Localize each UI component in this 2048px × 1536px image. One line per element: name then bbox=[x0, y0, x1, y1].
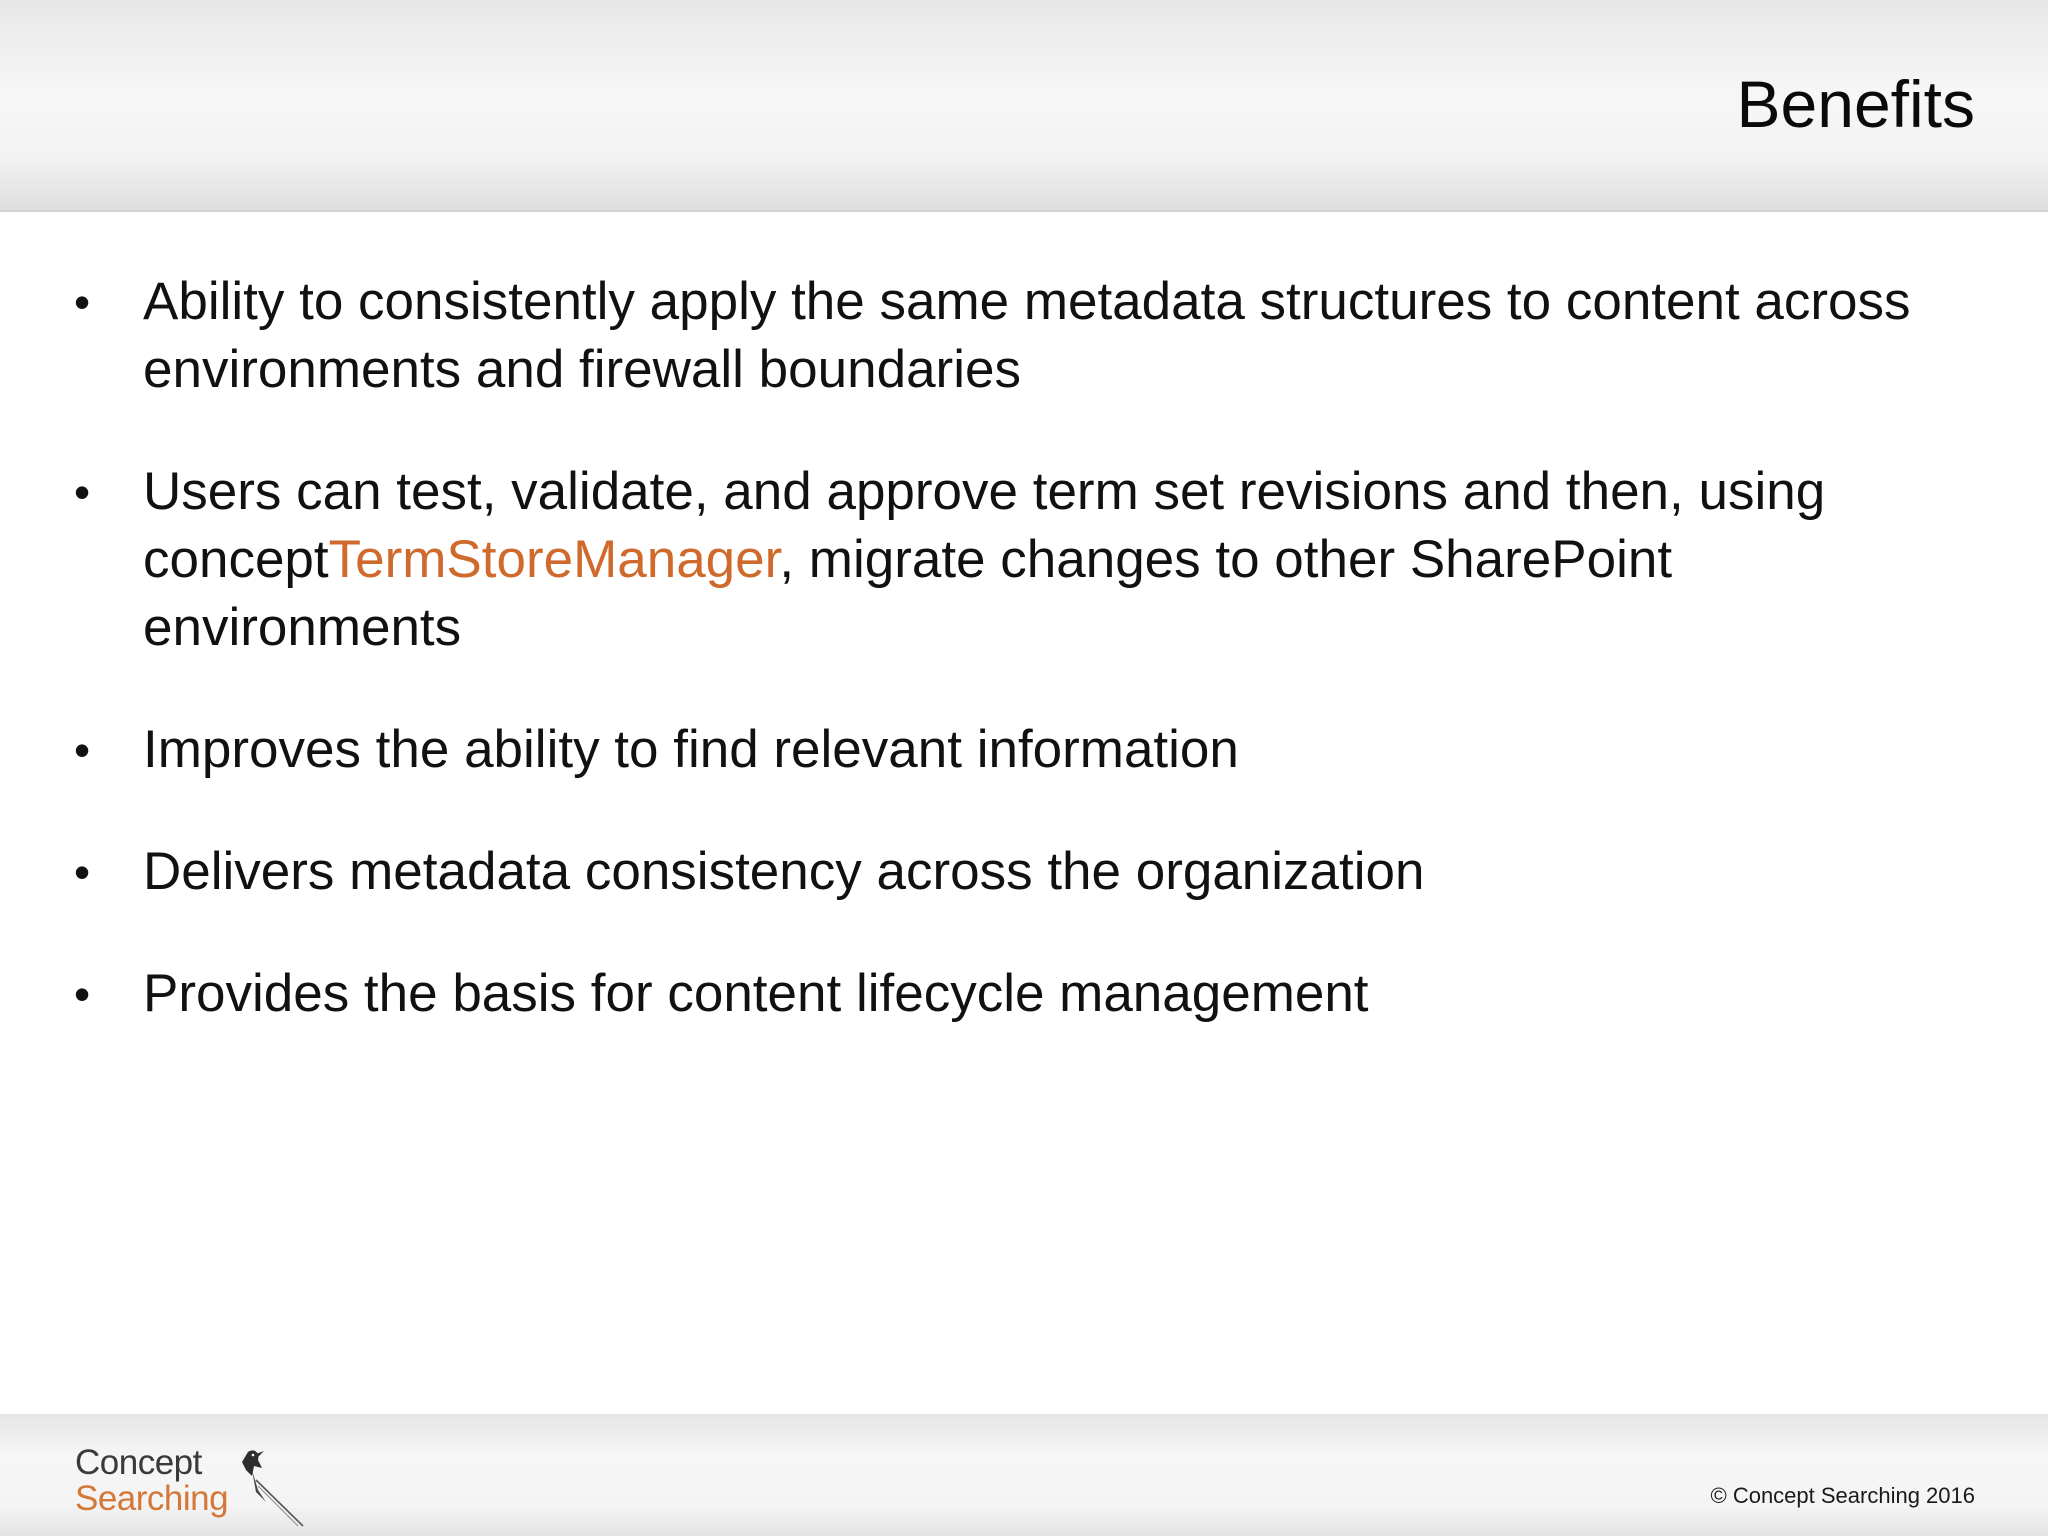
bullet-text: Ability to consistently apply the same metadata structures to content across environments and firewall boundaries bbox=[143, 272, 1911, 399]
logo-text-concept: Concept bbox=[75, 1443, 202, 1482]
bullet-text: Users can test, validate, and approve term set revisions and then, using concept bbox=[143, 462, 1826, 589]
product-name-highlight: TermStoreManager bbox=[328, 530, 780, 589]
logo-text-searching: Searching bbox=[75, 1479, 229, 1518]
bullet-text-continued: , migrate changes to other SharePoint environments bbox=[143, 530, 1673, 657]
bullet-text: Provides the basis for content lifecycle management bbox=[143, 964, 1369, 1023]
bullet-item bbox=[70, 716, 1970, 784]
copyright-text: © Concept Searching 2016 bbox=[1710, 1483, 1975, 1508]
bullet-item bbox=[70, 458, 1970, 662]
bullet-dot-icon: • bbox=[74, 968, 91, 1020]
bullet-dot-icon: • bbox=[74, 466, 91, 518]
bullet-dot-icon: • bbox=[74, 846, 91, 898]
slide-header bbox=[0, 0, 2048, 212]
hummingbird-icon bbox=[218, 1440, 308, 1530]
bullet-item bbox=[70, 838, 1970, 906]
slide-title: Benefits bbox=[1736, 67, 1975, 141]
bullet-item bbox=[70, 268, 1970, 404]
bullet-list bbox=[70, 268, 1970, 1028]
bullet-dot-icon: • bbox=[74, 724, 91, 776]
company-logo bbox=[75, 1444, 305, 1534]
slide-footer bbox=[0, 1414, 2048, 1536]
bullet-item bbox=[70, 960, 1970, 1028]
bullet-text: Delivers metadata consistency across the organization bbox=[143, 842, 1425, 901]
bullet-dot-icon: • bbox=[74, 276, 91, 328]
bullet-text: Improves the ability to find relevant information bbox=[143, 720, 1239, 779]
